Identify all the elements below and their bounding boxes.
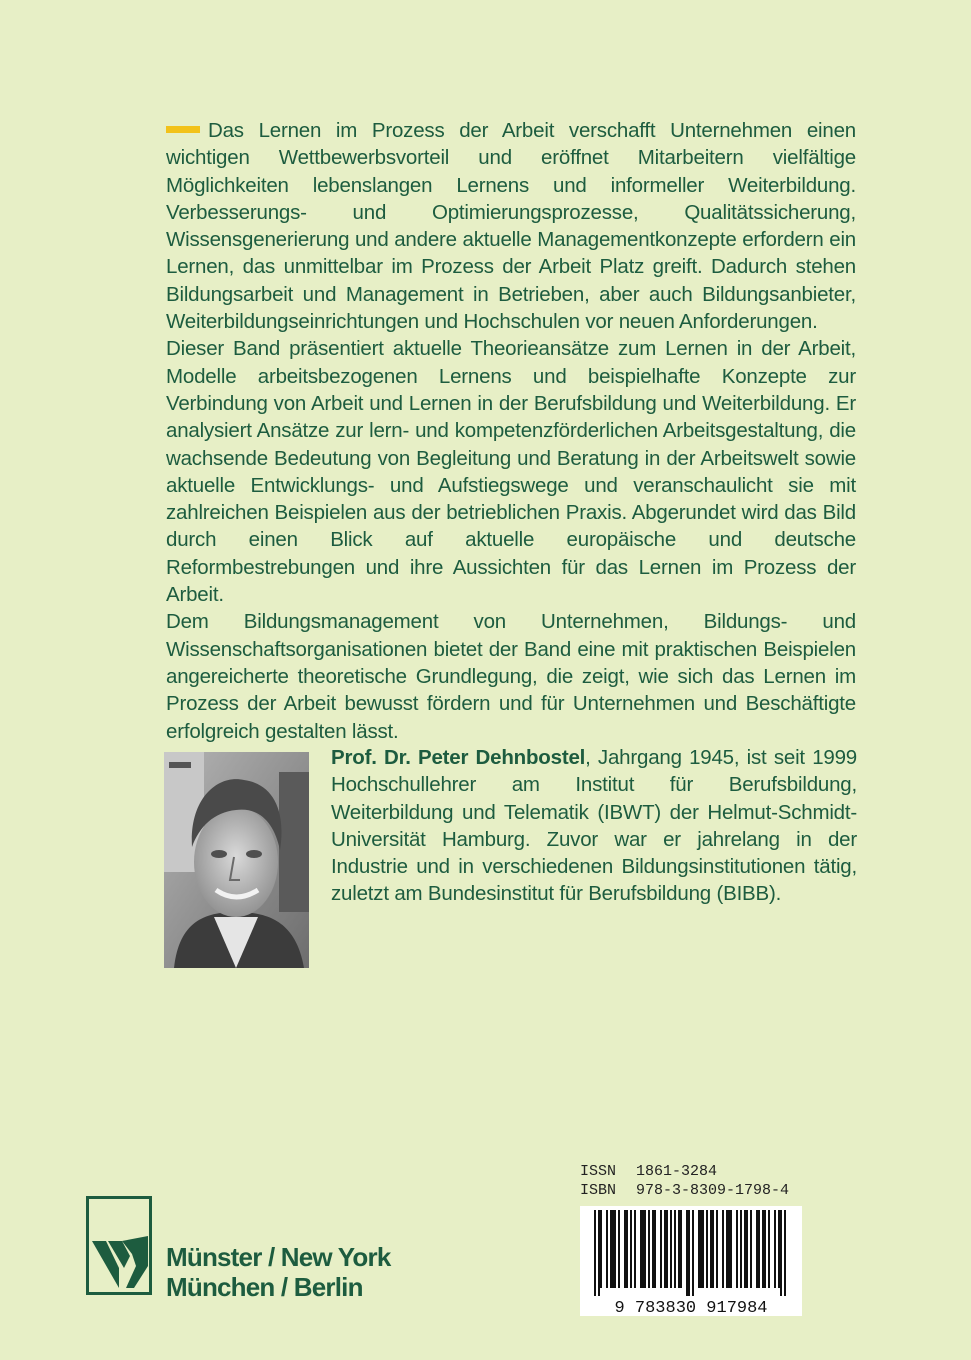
barcode-bar [598,1210,600,1296]
barcode-bar [652,1210,654,1288]
barcode-bar [722,1210,724,1288]
barcode-bar [712,1210,714,1288]
author-portrait-image [164,752,309,968]
barcode-bar [666,1210,668,1288]
barcode-bar [594,1210,596,1296]
publisher-city-line-2: München / Berlin [166,1272,363,1302]
author-photo [164,752,309,968]
barcode-bar [606,1210,608,1288]
author-bio [331,744,857,908]
blurb-paragraph-3: Dem Bildungsmanagement von Unternehmen, Bildungs- und Wissenschaftsorganisationen bietet der Band eine mit praktischen Beispielen angereicherte theoretische Grundlegung, die zeigt, wie sich das Lernen im Prozess der Arbeit bewusst fördern und für Unternehmen und Beschäftigte erfolgreich gestalten lässt. [166,610,856,743]
barcode-bar [716,1210,718,1288]
publisher-city-line-1: Münster / New York [166,1242,391,1272]
blurb-text [166,117,856,745]
barcode-bar [744,1210,746,1288]
barcode-bar [780,1210,782,1296]
barcode-bar [680,1210,682,1288]
barcode-bar [686,1210,688,1296]
barcode-bar [674,1210,676,1288]
issn-line [580,1162,789,1181]
barcode-bar [692,1210,694,1296]
barcode-bar [642,1210,644,1288]
blurb-paragraph-2: Dieser Band präsentiert aktuelle Theorieansätze zum Lernen in der Arbeit, Modelle arbeitsbezogenen Lernens und beispielhafte Konzepte zur Verbindung von Arbeit und Lernen in der Berufsbildung und Weiterbildung. Er analysiert Ansätze zur lern- und kompetenzförderlichen Arbeitsgestaltung, die wachsende Bedeutung von Begleitung und Beratung in der Arbeitswelt sowie aktuelle Entwicklungs- und Aufstiegswege und veranschaulicht sie mit zahlreichen Beispielen aus der betrieblichen Praxis. Abgerundet wird das Bild durch einen Blick auf aktuelle europäische und deutsche Reformbestrebungen und ihre Aussichten für das Lernen im Prozess der Arbeit. [166,337,856,607]
barcode-bar [774,1210,776,1288]
barcode-bar [728,1210,730,1288]
blurb-paragraph-1 [166,117,856,335]
barcode-bar [740,1210,742,1288]
isbn-block [580,1162,789,1200]
barcode-bar [730,1210,732,1288]
barcode-bar [610,1210,612,1288]
barcode-bar [600,1210,602,1288]
barcode-bar [644,1210,646,1288]
isbn-value: 978-3-8309-1798-4 [636,1182,790,1199]
barcode-bar [688,1210,690,1296]
barcode-bar [612,1210,614,1288]
barcode-bar [702,1210,704,1288]
barcode-bar [762,1210,764,1288]
barcode-bar [710,1210,712,1288]
barcode-bar [670,1210,672,1288]
barcode-bar [634,1210,636,1288]
barcode-bar [664,1210,666,1288]
blurb-paragraph-1-text: Das Lernen im Prozess der Arbeit verschafft Unternehmen einen wichtigen Wettbewerbsvorteil und eröffnet Mitarbeitern vielfältige Möglichkeiten lebenslangen Lernens und informeller Weiterbildung. Verbesserungs- und Optimierungsprozesse, Qualitätssicherung, Wissensgenerierung und andere aktuelle Managementkonzepte erfordern ein Lernen, das unmittelbar im Prozess der Arbeit Platz greift. Dadurch stehen Bildungsarbeit und Management in Betrieben, aber auch Bildungsanbieter, Weiterbildungseinrichtungen und Hochschulen vor neuen Anforderungen. [166,119,856,334]
barcode-bar [698,1210,700,1288]
barcode-bar [660,1210,662,1288]
barcode-bar [784,1210,786,1296]
barcode-bar [630,1210,632,1288]
barcode-bar [706,1210,708,1288]
barcode-bar [654,1210,656,1288]
isbn-line [580,1181,789,1200]
waxmann-logo-icon [86,1196,152,1295]
barcode-bar [746,1210,748,1288]
yellow-marker-icon [166,126,200,133]
barcode-bar [764,1210,766,1288]
issn-value: 1861-3284 [636,1163,718,1180]
barcode-bar [678,1210,680,1288]
publisher-logo [86,1196,152,1295]
barcode-bar [756,1210,758,1288]
barcode-bar [648,1210,650,1288]
barcode-bar [768,1210,770,1288]
barcode-bar [614,1210,616,1288]
author-bio-text: , Jahrgang 1945, ist seit 1999 Hochschullehrer am Institut für Berufsbildung, Weiterbildung und Telematik (IBWT) der Helmut-Schmidt-Universität Hamburg. Zuvor war er jahrelang in der Industrie und in verschiedenen Bildungsinstitutionen tätig, zuletzt am Bundesinstitut für Berufsbildung (BIBB). [331,746,857,906]
barcode-graphic [580,1206,802,1316]
barcode-bar [736,1210,738,1288]
barcode-bar [618,1210,620,1288]
isbn-label: ISBN [580,1182,617,1199]
barcode-bar [750,1210,752,1288]
barcode-bar [700,1210,702,1288]
barcode [580,1206,802,1316]
barcode-bar [758,1210,760,1288]
barcode-bar [778,1210,780,1288]
issn-label: ISSN [580,1163,617,1180]
barcode-bar [726,1210,728,1288]
barcode-digits: 9 783830 917984 [614,1299,768,1316]
barcode-bar [640,1210,642,1288]
barcode-bar [624,1210,626,1288]
author-name: Prof. Dr. Peter Dehnbostel [331,746,586,769]
barcode-bar [626,1210,628,1288]
